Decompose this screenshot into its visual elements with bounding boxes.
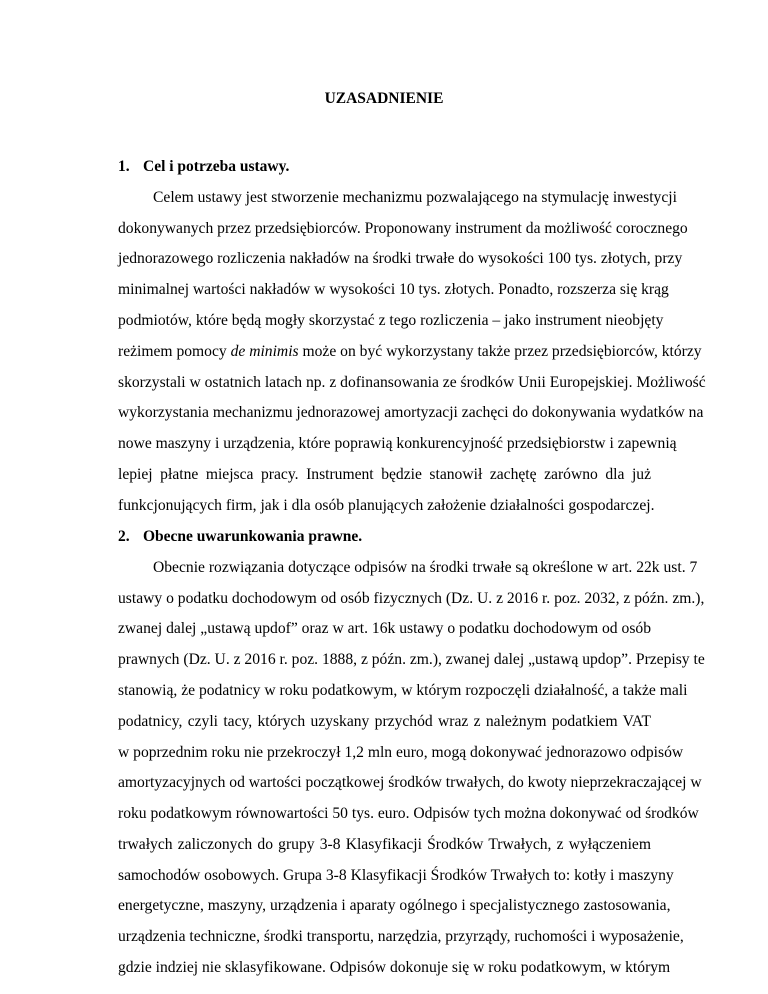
paragraph-line: minimalnej wartości nakładów w wysokości 10 tys. złotych. Ponadto, rozszerza się krąg	[118, 281, 669, 298]
paragraph-line: Obecnie rozwiązania dotyczące odpisów na środki trwałe są określone w art. 22k ust. 7	[153, 559, 698, 576]
paragraph-line: podatnicy, czyli tacy, których uzyskany przychód wraz z należnym podatkiem VAT	[118, 713, 651, 730]
paragraph-line: energetyczne, maszyny, urządzenia i aparaty ogólnego i specjalistycznego zastosowania,	[118, 897, 671, 914]
paragraph-line	[118, 342, 702, 362]
paragraph-line: roku podatkowym równowartości 50 tys. euro. Odpisów tych można dokonywać od środków	[118, 805, 699, 822]
section-heading-1	[118, 157, 289, 177]
paragraph-line: wykorzystania mechanizmu jednorazowej amortyzacji zachęci do dokonywania wydatków na	[118, 404, 704, 421]
section-heading-2	[118, 527, 362, 547]
paragraph-line: nowe maszyny i urządzenia, które poprawią konkurencyjność przedsiębiorstw i zapewnią	[118, 435, 677, 452]
paragraph-line: funkcjonujących firm, jak i dla osób planujących założenie działalności gospodarczej.	[118, 497, 655, 514]
text-run: może on być wykorzystany także przez przedsiębiorców, którzy	[298, 343, 702, 360]
section-number: 1.	[118, 158, 130, 175]
section-number: 2.	[118, 528, 130, 545]
paragraph-line: trwałych zaliczonych do grupy 3-8 Klasyfikacji Środków Trwałych, z wyłączeniem	[118, 836, 651, 853]
paragraph-line: w poprzednim roku nie przekroczył 1,2 mln euro, mogą dokonywać jednorazowo odpisów	[118, 744, 684, 761]
paragraph-line: podmiotów, które będą mogły skorzystać z tego rozliczenia – jako instrument nieobjęty	[118, 312, 664, 329]
paragraph-line: stanowią, że podatnicy w roku podatkowym, w którym rozpoczęli działalność, a także mali	[118, 682, 688, 699]
paragraph-line: dokonywanych przez przedsiębiorców. Proponowany instrument da możliwość corocznego	[118, 220, 688, 237]
section-title: Cel i potrzeba ustawy.	[143, 158, 290, 175]
paragraph-line: Celem ustawy jest stworzenie mechanizmu pozwalającego na stymulację inwestycji	[153, 189, 677, 206]
paragraph-line: jednorazowego rozliczenia nakładów na środki trwałe do wysokości 100 tys. złotych, przy	[118, 250, 683, 267]
paragraph-line: prawnych (Dz. U. z 2016 r. poz. 1888, z późn. zm.), zwanej dalej „ustawą updop”. Przepisy te	[118, 651, 705, 668]
italic-term: de minimis	[230, 343, 299, 360]
paragraph-line: skorzystali w ostatnich latach np. z dofinansowania ze środków Unii Europejskiej. Możliwość	[118, 374, 706, 391]
paragraph-line: ustawy o podatku dochodowym od osób fizycznych (Dz. U. z 2016 r. poz. 2032, z późn. zm.),	[118, 590, 705, 607]
paragraph-line: lepiej płatne miejsca pracy. Instrument będzie stanowił zachętę zarówno dla już	[118, 466, 651, 483]
paragraph-line: urządzenia techniczne, środki transportu, narzędzia, przyrządy, ruchomości i wyposażenie,	[118, 928, 684, 945]
paragraph-line: zwanej dalej „ustawą updof” oraz w art. 16k ustawy o podatku dochodowym od osób	[118, 620, 651, 637]
section-title: Obecne uwarunkowania prawne.	[143, 528, 363, 545]
document-title: UZASADNIENIE	[324, 90, 444, 107]
paragraph-line: gdzie indziej nie sklasyfikowane. Odpisów dokonuje się w roku podatkowym, w którym	[118, 959, 671, 976]
paragraph-line: samochodów osobowych. Grupa 3-8 Klasyfikacji Środków Trwałych to: kotły i maszyny	[118, 867, 674, 884]
text-run: reżimem pomocy	[118, 343, 231, 360]
paragraph-line: amortyzacyjnych od wartości początkowej środków trwałych, do kwoty nieprzekraczającej w	[118, 774, 702, 791]
